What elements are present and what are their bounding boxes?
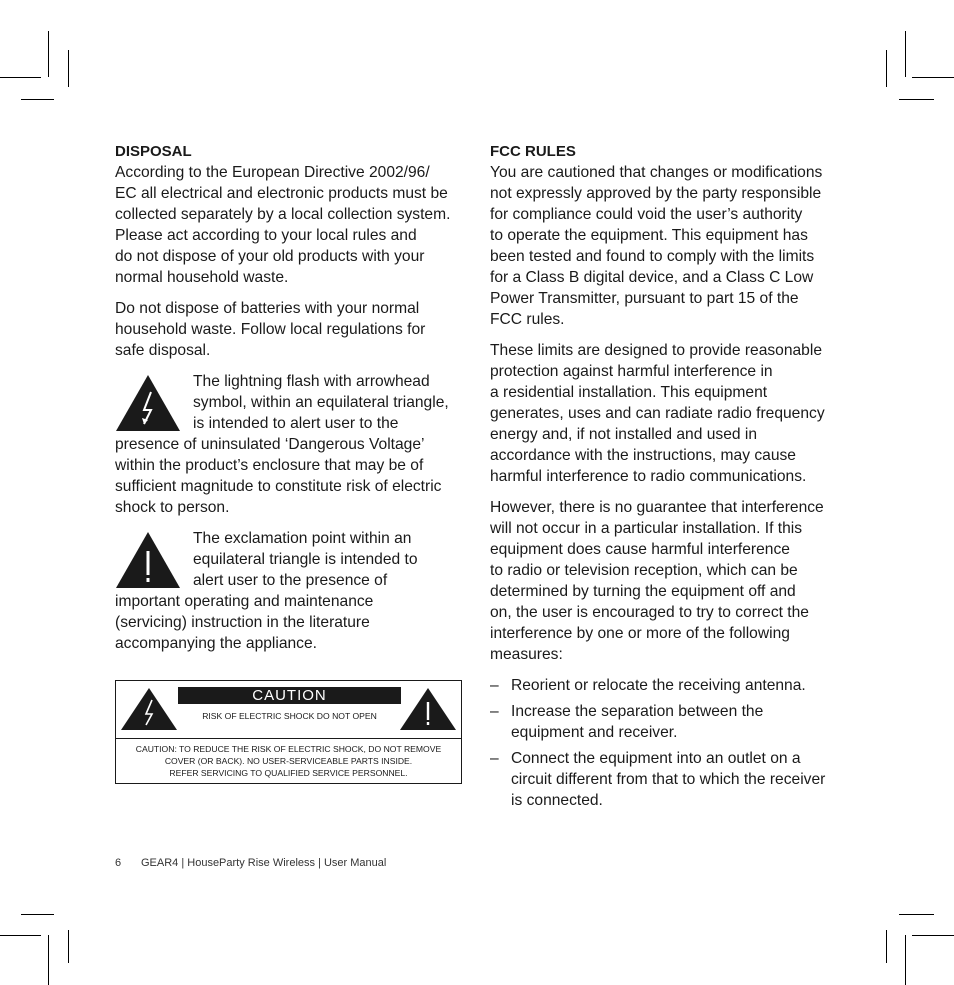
text-line: Connect the equipment into an outlet on a bbox=[511, 750, 801, 767]
crop-mark bbox=[886, 50, 887, 87]
crop-mark bbox=[905, 31, 906, 77]
list-item bbox=[490, 701, 842, 743]
crop-mark bbox=[905, 935, 906, 985]
caution-subtitle: RISK OF ELECTRIC SHOCK DO NOT OPEN bbox=[202, 711, 377, 721]
text-line: normal household waste. bbox=[115, 269, 289, 286]
text-line: The exclamation point within an bbox=[193, 530, 412, 547]
text-line: circuit different from that to which the receiver bbox=[511, 771, 826, 788]
text-line: CAUTION: TO REDUCE THE RISK OF ELECTRIC SHOCK, DO NOT REMOVE bbox=[135, 744, 442, 754]
text-line: sufficient magnitude to constitute risk of electric bbox=[115, 478, 442, 495]
list-item bbox=[490, 675, 842, 696]
text-line: to operate the equipment. This equipment has bbox=[490, 227, 808, 244]
text-line: collected separately by a local collection system. bbox=[115, 206, 451, 223]
text-line: measures: bbox=[490, 646, 563, 663]
crop-mark bbox=[68, 50, 69, 87]
text-line: accordance with the instructions, may cause bbox=[490, 447, 796, 464]
text-line: determined by turning the equipment off and bbox=[490, 583, 796, 600]
exclamation-warning bbox=[115, 528, 467, 654]
fcc-heading: FCC RULES bbox=[490, 143, 576, 160]
text-line: (servicing) instruction in the literature bbox=[115, 614, 370, 631]
list-item bbox=[490, 748, 842, 811]
text-line: Please act according to your local rules and bbox=[115, 227, 417, 244]
disposal-section bbox=[115, 141, 467, 664]
text-line: You are cautioned that changes or modifications bbox=[490, 164, 823, 181]
text-line: symbol, within an equilateral triangle, bbox=[193, 394, 449, 411]
text-line: shock to person. bbox=[115, 499, 230, 516]
text-line: However, there is no guarantee that interference bbox=[490, 499, 824, 516]
text-line: important operating and maintenance bbox=[115, 593, 374, 610]
text-line: do not dispose of your old products with your bbox=[115, 248, 425, 265]
text-line: to radio or television reception, which can be bbox=[490, 562, 798, 579]
crop-mark bbox=[912, 935, 954, 936]
text-line: for a Class B digital device, and a Class C Low bbox=[490, 269, 814, 286]
crop-mark bbox=[0, 77, 41, 78]
lightning-triangle-icon bbox=[115, 374, 181, 432]
text-line: These limits are designed to provide reasonable bbox=[490, 342, 822, 359]
page-number: 6 bbox=[115, 857, 122, 869]
crop-mark bbox=[21, 914, 54, 915]
fcc-paragraph-1 bbox=[490, 162, 842, 330]
text-line: harmful interference to radio communications. bbox=[490, 468, 807, 485]
crop-mark bbox=[48, 935, 49, 985]
crop-mark bbox=[0, 935, 41, 936]
caution-title: CAUTION bbox=[178, 687, 401, 704]
footer-text: GEAR4 | HouseParty Rise Wireless | User Manual bbox=[141, 857, 387, 869]
bullet-dash: – bbox=[490, 677, 499, 694]
exclamation-triangle-icon bbox=[398, 687, 458, 731]
fcc-paragraph-3 bbox=[490, 497, 842, 665]
text-line: is intended to alert user to the bbox=[193, 415, 399, 432]
caution-divider bbox=[116, 738, 461, 739]
text-line: The lightning flash with arrowhead bbox=[193, 373, 430, 390]
fcc-paragraph-2 bbox=[490, 340, 842, 487]
text-line: equipment and receiver. bbox=[511, 724, 678, 741]
text-line: within the product’s enclosure that may be of bbox=[115, 457, 424, 474]
bullet-dash: – bbox=[490, 703, 499, 720]
text-line: alert user to the presence of bbox=[193, 572, 388, 589]
text-line: FCC rules. bbox=[490, 311, 565, 328]
text-line: REFER SERVICING TO QUALIFIED SERVICE PERSONNEL. bbox=[169, 768, 408, 778]
text-line: generates, uses and can radiate radio frequency bbox=[490, 405, 825, 422]
disposal-heading: DISPOSAL bbox=[115, 143, 192, 160]
page-footer bbox=[115, 857, 386, 869]
text-line: COVER (OR BACK). NO USER-SERVICEABLE PARTS INSIDE. bbox=[164, 756, 413, 766]
disposal-paragraph-2 bbox=[115, 298, 467, 361]
crop-mark bbox=[899, 99, 934, 100]
text-line: accompanying the appliance. bbox=[115, 635, 317, 652]
text-line: on, the user is encouraged to try to correct the bbox=[490, 604, 809, 621]
crop-mark bbox=[899, 914, 934, 915]
text-line: will not occur in a particular installation. If this bbox=[490, 520, 803, 537]
text-line: not expressly approved by the party responsible bbox=[490, 185, 822, 202]
crop-mark bbox=[21, 99, 54, 100]
text-line: According to the European Directive 2002/96/ bbox=[115, 164, 430, 181]
text-line: interference by one or more of the following bbox=[490, 625, 790, 642]
text-line: equipment does cause harmful interference bbox=[490, 541, 790, 558]
text-line: household waste. Follow local regulations for bbox=[115, 321, 426, 338]
lightning-warning bbox=[115, 371, 467, 518]
text-line: presence of uninsulated ‘Dangerous Voltage’ bbox=[115, 436, 425, 453]
text-line: equilateral triangle is intended to bbox=[193, 551, 418, 568]
crop-mark bbox=[886, 930, 887, 963]
fcc-section bbox=[490, 141, 842, 816]
text-line: been tested and found to comply with the limits bbox=[490, 248, 815, 265]
text-line: Reorient or relocate the receiving antenna. bbox=[511, 677, 806, 694]
caution-label bbox=[115, 680, 462, 784]
caution-body bbox=[122, 743, 455, 779]
text-line: is connected. bbox=[511, 792, 603, 809]
crop-mark bbox=[912, 77, 954, 78]
text-line: for compliance could void the user’s authority bbox=[490, 206, 803, 223]
text-line: a residential installation. This equipment bbox=[490, 384, 768, 401]
text-line: Power Transmitter, pursuant to part 15 of the bbox=[490, 290, 799, 307]
text-line: protection against harmful interference in bbox=[490, 363, 773, 380]
disposal-paragraph-1 bbox=[115, 162, 467, 288]
bullet-dash: – bbox=[490, 750, 499, 767]
exclamation-triangle-icon bbox=[115, 531, 181, 589]
text-line: Do not dispose of batteries with your normal bbox=[115, 300, 420, 317]
lightning-triangle-icon bbox=[119, 687, 179, 731]
text-line: safe disposal. bbox=[115, 342, 211, 359]
text-line: Increase the separation between the bbox=[511, 703, 764, 720]
text-line: energy and, if not installed and used in bbox=[490, 426, 758, 443]
crop-mark bbox=[48, 31, 49, 77]
text-line: EC all electrical and electronic products must be bbox=[115, 185, 448, 202]
crop-mark bbox=[68, 930, 69, 963]
